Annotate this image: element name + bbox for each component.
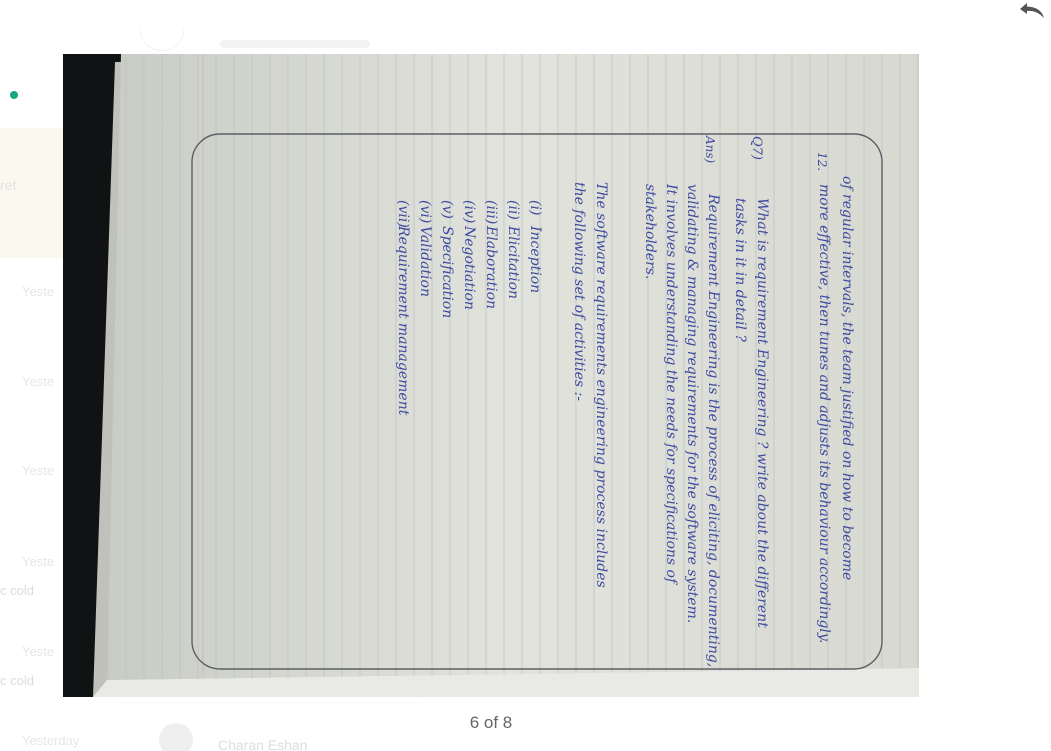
background-contact-name: Charan Eshan	[218, 737, 308, 751]
media-photo[interactable]	[63, 54, 919, 697]
activity-label: Negotiation	[461, 226, 477, 310]
answer-line-2: validating & managing requirements for the software system.	[684, 184, 700, 624]
ruled-lines	[107, 54, 919, 680]
activity-label: Elaboration	[483, 226, 499, 310]
reply-arrow-icon	[1017, 0, 1049, 20]
online-status-dot	[10, 91, 18, 99]
background-timestamp: Yeste	[22, 644, 55, 659]
activity-number: (vii)	[395, 200, 411, 228]
answer-label: Ans)	[703, 136, 717, 164]
notebook-photo	[63, 54, 919, 697]
background-row-divider	[120, 702, 420, 703]
background-timestamp: Yesterday	[22, 733, 80, 748]
text-line-2: more effective, then tunes and adjusts its behaviour accordingly.	[816, 184, 832, 644]
activity-label: Validation	[417, 226, 433, 297]
paragraph-line-1: The software requirements engineering process includes	[593, 182, 609, 588]
background-timestamp: Yeste	[22, 284, 55, 299]
activity-number: (v)	[439, 200, 455, 219]
question-line-2: tasks in it in detail ?	[732, 198, 748, 342]
activity-number: (vi)	[417, 200, 433, 224]
activity-number: (iii)	[483, 200, 499, 225]
activity-number: (i)	[527, 200, 543, 216]
background-timestamp: Yeste	[22, 554, 55, 569]
question-line-1: What is requirement Engineering ? write about the different	[754, 198, 770, 628]
answer-line-1: Requirement Engineering is the process of eliciting, documenting,	[705, 194, 721, 668]
media-counter: 6 of 8	[469, 713, 513, 732]
background-timestamp: Yeste	[22, 463, 55, 478]
background-avatar	[159, 723, 193, 751]
activity-number: (ii)	[505, 200, 521, 220]
background-avatar-top	[140, 30, 184, 51]
answer-line-3: It involves understanding the needs for specifications of	[663, 184, 679, 584]
background-top-line	[220, 40, 370, 48]
background-message-fragment: c cold	[0, 673, 34, 688]
question-number: 12.	[815, 152, 829, 172]
question-label: Q7)	[749, 136, 764, 161]
reply-button[interactable]	[1017, 0, 1049, 20]
background-message-fragment: c cold	[0, 583, 34, 598]
activity-label: Specification	[439, 226, 455, 319]
activity-label: Requirement management	[395, 226, 411, 416]
background-fragment-top: ret	[0, 177, 17, 193]
background-timestamp: Yeste	[22, 374, 55, 389]
activity-label: Elicitation	[505, 226, 521, 300]
paragraph-line-2: the following set of activities :-	[571, 182, 587, 402]
activity-number: (iv)	[461, 200, 477, 224]
answer-line-4: stakeholders.	[642, 184, 658, 280]
text-line-1: of regular intervals, the team justified on how to become	[839, 176, 855, 581]
activity-label: Inception	[527, 226, 543, 294]
